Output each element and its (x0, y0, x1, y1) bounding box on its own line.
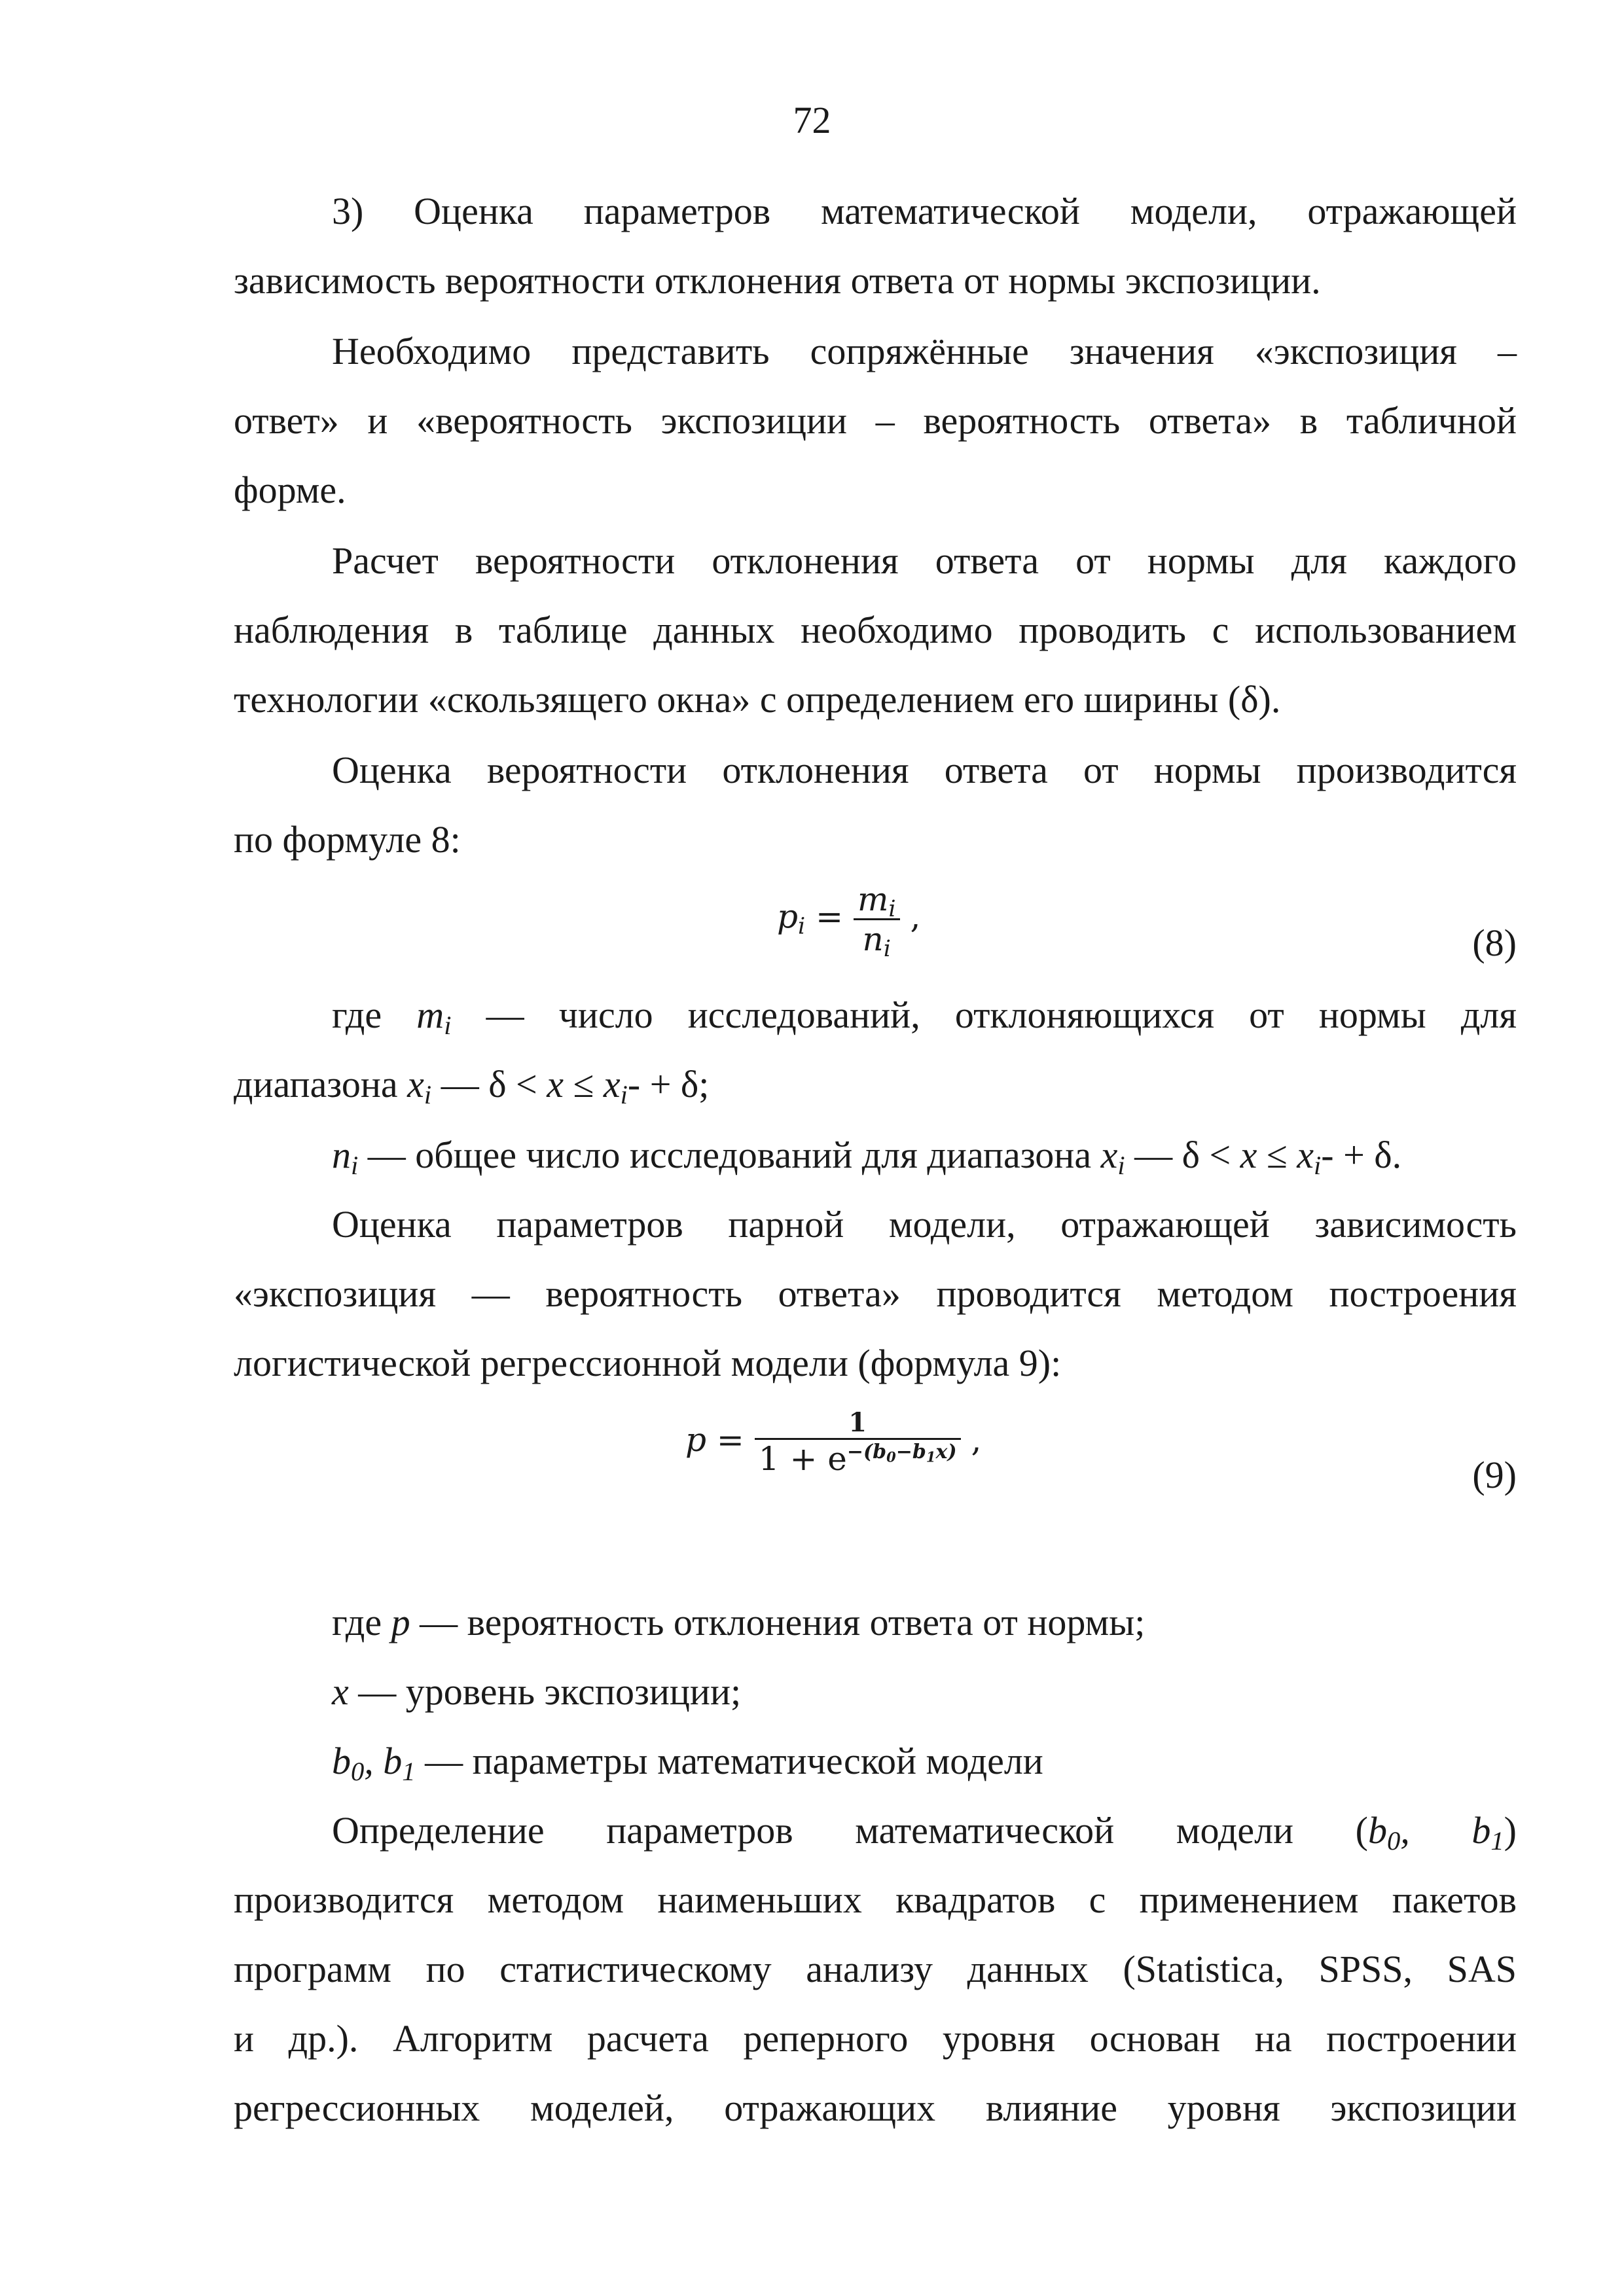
text-fragment: диапазона (234, 1063, 408, 1105)
formula-8-lhs: p (777, 897, 799, 936)
text-fragment: - + δ. (1321, 1134, 1402, 1176)
text-line: форме. (234, 469, 346, 511)
paragraph-mi-definition (234, 980, 1517, 1119)
symbol-b: b (1367, 1809, 1387, 1852)
symbol-x: x (332, 1670, 349, 1713)
page-number: 72 (793, 99, 831, 141)
text-line: зависимость вероятности отклонения ответа от нормы экспозиции. (234, 259, 1321, 302)
paragraph-task-3 (234, 177, 1517, 315)
symbol-sub-i: i (444, 1011, 452, 1041)
paragraph-ni-definition (234, 1121, 1517, 1190)
formula-8-comma: , (910, 897, 921, 936)
text-fragment: — параметры математической модели (415, 1740, 1043, 1782)
text-fragment: Определение параметров математической модели ( (332, 1809, 1368, 1852)
text-line (234, 1796, 1517, 1865)
text-fragment: — вероятность отклонения ответа от нормы; (410, 1601, 1146, 1643)
text-line: Оценка вероятности отклонения ответа от нормы производится (332, 749, 1517, 791)
formula-8-equals: = (816, 897, 844, 936)
formula-9-exponent-start: −(b (846, 1441, 887, 1464)
text-line (234, 1588, 1517, 1657)
symbol-n: n (332, 1134, 351, 1176)
formula-9-exponent-sub0: 0 (886, 1448, 896, 1465)
text-line (234, 1050, 1517, 1119)
formula-9-equals: = (716, 1421, 744, 1459)
formula-9-denominator (755, 1440, 961, 1478)
text-line: программ по статистическому анализу данных (Statistica, SPSS, SAS (234, 1948, 1517, 1990)
formula-8-fraction (854, 880, 900, 962)
formula-8-lhs-sub: i (798, 913, 806, 940)
text-line: регрессионных моделей, отражающих влияние уровня экспозиции (234, 2087, 1517, 2129)
symbol-x: x (547, 1063, 564, 1105)
formula-8-denominator: n (862, 920, 884, 958)
text-line: логистической регрессионной модели (формула 9): (234, 1342, 1062, 1384)
symbol-sub-i: i (424, 1080, 432, 1110)
paragraph-pair-model (234, 1190, 1517, 1398)
text-line: по формуле 8: (234, 818, 461, 861)
paragraph-b-definition (234, 1727, 1517, 1796)
formula-8-label: (8) (1472, 922, 1517, 964)
symbol-sub-i: i (351, 1151, 359, 1181)
formula-9-expression (685, 1407, 981, 1478)
text-line: и др.). Алгоритм расчета реперного уровня основан на построении (234, 2017, 1517, 2060)
symbol-p: p (391, 1601, 410, 1643)
text-fragment: ≤ (1257, 1134, 1297, 1176)
symbol-sub-0: 0 (351, 1757, 365, 1787)
symbol-b: b (1471, 1809, 1491, 1852)
symbol-sub-i: i (620, 1080, 628, 1110)
text-line: технологии «скользящего окна» с определением его ширины (δ). (234, 678, 1281, 721)
symbol-sub-i: i (1314, 1151, 1322, 1181)
formula-9-denominator-base: 1 + e (758, 1440, 847, 1478)
paragraph-parameter-estimation (234, 1796, 1517, 2143)
paragraph-p-definition (234, 1588, 1517, 1657)
symbol-sub-0: 0 (1386, 1826, 1401, 1856)
formula-9-exponent-sub1: 1 (926, 1448, 936, 1465)
symbol-m: m (416, 994, 444, 1036)
formula-9-comma: , (971, 1421, 982, 1459)
text-line (234, 1657, 1517, 1727)
text-line: наблюдения в таблице данных необходимо проводить с использованием (234, 609, 1517, 651)
formula-8-numerator-sub: i (888, 895, 896, 922)
text-fragment: , (364, 1740, 384, 1782)
text-line: Расчет вероятности отклонения ответа от нормы для каждого (332, 539, 1517, 582)
paragraph-table-requirement (234, 317, 1517, 525)
text-line: ответ» и «вероятность экспозиции – вероятность ответа» в табличной (234, 399, 1517, 442)
text-fragment: ) (1504, 1809, 1517, 1852)
text-fragment: - + δ; (627, 1063, 710, 1105)
text-fragment: — δ < (431, 1063, 547, 1105)
formula-8 (234, 880, 1517, 985)
symbol-sub-i: i (1117, 1151, 1125, 1181)
symbol-sub-1: 1 (1490, 1826, 1504, 1856)
text-line (234, 980, 1517, 1050)
text-line: производится методом наименьших квадратов с применением пакетов (234, 1878, 1517, 1921)
text-fragment: , (1400, 1809, 1472, 1852)
formula-9-label: (9) (1472, 1454, 1517, 1496)
text-fragment: — уровень экспозиции; (348, 1670, 742, 1713)
symbol-x: x (1297, 1134, 1314, 1176)
text-fragment: где (332, 1601, 391, 1643)
formula-9-exponent-end: x) (935, 1441, 957, 1464)
formula-8-denominator-sub: i (883, 935, 891, 962)
formula-9-exponent-mid: −b (895, 1441, 926, 1464)
symbol-x: x (407, 1063, 424, 1105)
symbol-b: b (383, 1740, 403, 1782)
paragraph-x-definition (234, 1657, 1517, 1727)
text-fragment: где (332, 994, 417, 1036)
text-line: Необходимо представить сопряжённые значения «экспозиция – (332, 330, 1517, 372)
formula-8-numerator: m (857, 880, 889, 918)
formula-9-fraction (755, 1407, 961, 1478)
formula-8-expression (777, 880, 921, 962)
text-line: «экспозиция — вероятность ответа» проводится методом построения (234, 1272, 1517, 1315)
symbol-b: b (332, 1740, 351, 1782)
text-line: 3) Оценка параметров математической модели, отражающей (332, 190, 1517, 232)
text-line: Оценка параметров парной модели, отражающей зависимость (332, 1203, 1517, 1246)
text-fragment: ≤ (564, 1063, 604, 1105)
text-fragment: — число исследований, отклоняющихся от нормы для (451, 994, 1517, 1036)
symbol-x: x (603, 1063, 621, 1105)
text-line (234, 1727, 1517, 1796)
formula-9 (234, 1407, 1517, 1525)
paragraph-formula8-intro (234, 736, 1517, 874)
text-fragment: — δ < (1125, 1134, 1240, 1176)
paragraph-sliding-window (234, 526, 1517, 734)
text-line (234, 1121, 1517, 1190)
symbol-x: x (1240, 1134, 1257, 1176)
symbol-x: x (1100, 1134, 1118, 1176)
formula-9-lhs: p (685, 1421, 707, 1459)
text-fragment: — общее число исследований для диапазона (358, 1134, 1101, 1176)
formula-9-numerator: 1 (755, 1407, 961, 1440)
symbol-sub-1: 1 (402, 1757, 416, 1787)
